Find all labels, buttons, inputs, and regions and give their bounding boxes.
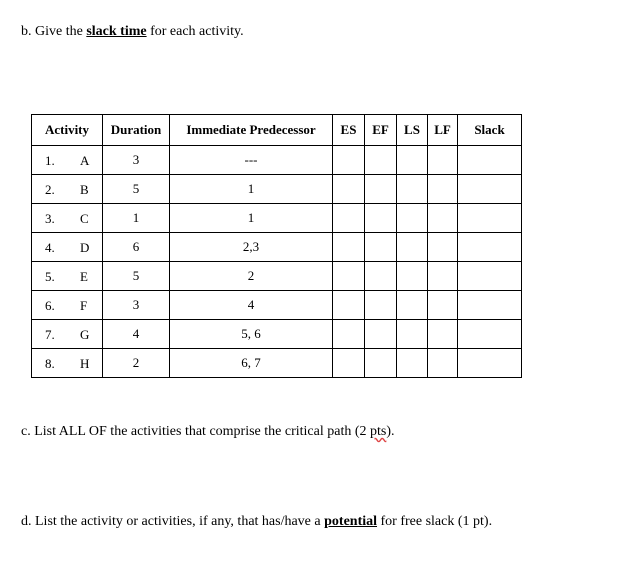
es-cell	[333, 204, 365, 233]
activity-letter: B	[80, 182, 89, 197]
ef-cell	[365, 175, 397, 204]
activity-number: 8.	[45, 356, 55, 371]
ls-cell	[397, 291, 428, 320]
lf-cell	[428, 175, 458, 204]
es-cell	[333, 175, 365, 204]
table-row	[32, 204, 522, 233]
activity-number: 1.	[45, 153, 55, 168]
slack-cell	[458, 291, 522, 320]
es-cell	[333, 146, 365, 175]
header-ls: LS	[397, 115, 428, 146]
slack-cell	[458, 320, 522, 349]
question-b-prefix: b. Give the	[21, 24, 87, 39]
duration-cell: 3	[103, 291, 170, 320]
activity-letter: D	[80, 240, 90, 255]
ef-cell	[365, 204, 397, 233]
header-ef: EF	[365, 115, 397, 146]
activity-cell	[32, 233, 103, 262]
es-cell	[333, 320, 365, 349]
activity-number: 3.	[45, 211, 55, 226]
predecessor-cell: 1	[170, 175, 333, 204]
predecessor-cell: 6, 7	[170, 349, 333, 378]
question-c-end: ).	[386, 424, 395, 439]
table-header-row	[32, 115, 522, 146]
lf-cell	[428, 233, 458, 262]
question-b-suffix: for each activity.	[146, 24, 244, 39]
es-cell	[333, 233, 365, 262]
question-d-suffix: for free slack (1 pt).	[377, 514, 493, 529]
table-row	[32, 349, 522, 378]
table-row	[32, 320, 522, 349]
ef-cell	[365, 320, 397, 349]
header-slack: Slack	[458, 115, 522, 146]
ls-cell	[397, 233, 428, 262]
ef-cell	[365, 146, 397, 175]
table-row	[32, 291, 522, 320]
duration-cell: 3	[103, 146, 170, 175]
ls-cell	[397, 320, 428, 349]
duration-cell: 4	[103, 320, 170, 349]
table-row	[32, 262, 522, 291]
ls-cell	[397, 262, 428, 291]
activity-letter: E	[80, 269, 88, 284]
header-duration: Duration	[103, 115, 170, 146]
duration-cell: 2	[103, 349, 170, 378]
table-row	[32, 146, 522, 175]
duration-cell: 1	[103, 204, 170, 233]
es-cell	[333, 349, 365, 378]
predecessor-cell: 4	[170, 291, 333, 320]
ls-cell	[397, 146, 428, 175]
predecessor-cell: ---	[170, 146, 333, 175]
es-cell	[333, 291, 365, 320]
es-cell	[333, 262, 365, 291]
header-lf: LF	[428, 115, 458, 146]
slack-cell	[458, 233, 522, 262]
predecessor-cell: 1	[170, 204, 333, 233]
lf-cell	[428, 204, 458, 233]
activity-number: 4.	[45, 240, 55, 255]
lf-cell	[428, 349, 458, 378]
header-es: ES	[333, 115, 365, 146]
activity-cell	[32, 146, 103, 175]
question-d-emphasis: potential	[324, 514, 378, 529]
ef-cell	[365, 233, 397, 262]
table-row	[32, 233, 522, 262]
slack-cell	[458, 204, 522, 233]
question-c-main: c. List ALL OF the activities that comprise the critical path (2	[21, 424, 370, 439]
lf-cell	[428, 291, 458, 320]
slack-cell	[458, 146, 522, 175]
activity-cell	[32, 320, 103, 349]
slack-cell	[458, 175, 522, 204]
question-b-emphasis: slack time	[86, 24, 147, 39]
activity-cell	[32, 204, 103, 233]
activity-letter: G	[80, 327, 90, 342]
lf-cell	[428, 262, 458, 291]
predecessor-cell: 5, 6	[170, 320, 333, 349]
duration-cell: 5	[103, 175, 170, 204]
activity-number: 7.	[45, 327, 55, 342]
activity-letter: F	[80, 298, 88, 313]
activity-letter: H	[80, 356, 90, 371]
ls-cell	[397, 349, 428, 378]
ef-cell	[365, 291, 397, 320]
table-row	[32, 175, 522, 204]
duration-cell: 5	[103, 262, 170, 291]
ef-cell	[365, 349, 397, 378]
header-activity: Activity	[32, 115, 103, 146]
duration-cell: 6	[103, 233, 170, 262]
header-predecessor: Immediate Predecessor	[170, 115, 333, 146]
ls-cell	[397, 204, 428, 233]
question-d	[21, 514, 492, 530]
slack-cell	[458, 262, 522, 291]
activity-number: 2.	[45, 182, 55, 197]
question-b	[21, 24, 244, 40]
activity-number: 6.	[45, 298, 55, 313]
lf-cell	[428, 320, 458, 349]
lf-cell	[428, 146, 458, 175]
activity-letter: A	[80, 153, 90, 168]
predecessor-cell: 2,3	[170, 233, 333, 262]
activity-table	[31, 114, 522, 378]
ef-cell	[365, 262, 397, 291]
question-c-flagged-word: pts	[370, 424, 387, 439]
question-d-prefix: d. List the activity or activities, if any, that has/have a	[21, 514, 325, 529]
ls-cell	[397, 175, 428, 204]
activity-number: 5.	[45, 269, 55, 284]
predecessor-cell: 2	[170, 262, 333, 291]
activity-letter: C	[80, 211, 89, 226]
activity-cell	[32, 349, 103, 378]
question-c	[21, 424, 395, 440]
slack-cell	[458, 349, 522, 378]
activity-cell	[32, 175, 103, 204]
activity-cell	[32, 262, 103, 291]
activity-cell	[32, 291, 103, 320]
